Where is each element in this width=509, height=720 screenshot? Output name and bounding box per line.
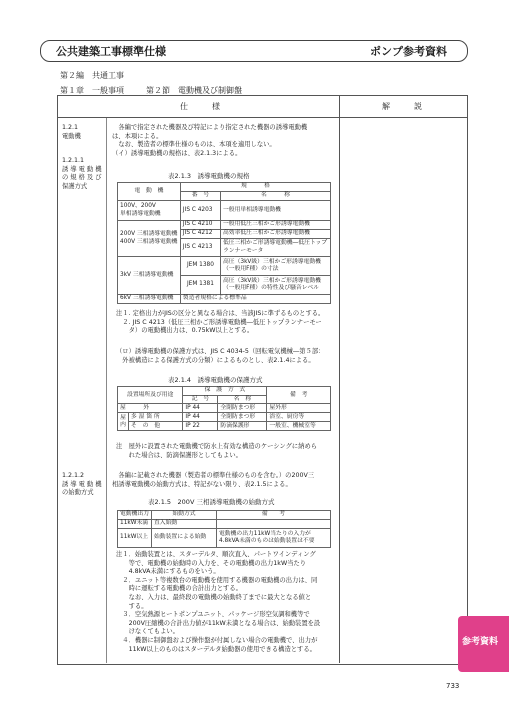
table-cell: 製造者規格による標準品 [180,295,330,304]
side-heading-1-2-1-1: 1.2.1.1 誘 導 電 動 機 の 規 格 及 び 保護方式 [62,157,102,190]
page-number: 733 [446,682,460,690]
table-cell: 11kW未満 [118,520,152,529]
table-cell: 屋 内 [118,413,129,431]
intro-paragraph: 各編で指定された機器及び特記により指定された機器の誘導電動機 は、本項による。 なお、製造者の標準仕様のものは、本項を適用しない。 （イ）誘導電動機の規格は、表2.1.3による。 [112,124,308,157]
th-place: 設置場所及び用途 [118,387,183,404]
table-cell: 一般室、機械室等 [267,422,331,431]
table-cell [217,520,331,529]
book-title: 公共建築工事標準仕様 [56,45,166,58]
th-method-name: 名 称 [218,396,267,404]
table-cell: 3kV 三相誘導電動機 [118,257,181,295]
table-cell: JEM 1381 [180,276,220,295]
table-cell: IP 44 [183,404,218,413]
reference-tab-label: 参考資料 [462,637,499,647]
table-cell: 屋 外 [118,404,183,413]
table-2-1-3 [117,182,331,304]
table-cell: 6kV 三相誘導電動機 [118,295,181,304]
table-cell: 電動機の出力11kW当たりの入力が4.8kVA未満のものは始動装置は不要 [217,529,331,548]
chapter-label: 第１章 一般事項 [60,86,124,95]
th-motor: 電 動 機 [118,183,181,201]
th-start-method: 始動方式 [152,511,217,520]
protection-paragraph: （ロ）誘導電動機の保護方式は、JIS C 4034-5（回転電気機械―第５部： 外被構造による保護方式の分類）によるものとし、表2.1.4による。 [116,348,325,364]
table-row [118,422,331,431]
table-cell: 高効率低圧三相かご形誘導電動機 [220,230,330,239]
th-name: 名 称 [220,192,330,201]
table-2-1-4-caption: 表2.1.4 誘導電動機の保護方式 [168,376,263,384]
table-row [118,404,331,413]
table-cell: IP 22 [183,422,218,431]
table-cell: 高圧（3kV級）三相かご形誘導電動機（一般用F種）の特性及び騒音レベル [220,276,330,295]
th-remarks: 備 考 [267,387,331,404]
table-2-1-4-notes: 注 屋外に設置された電動機で防水上有効な構造のケーシングに納めら れた場合は、防滴保護形としてもよい。 [116,443,318,459]
table-2-1-5 [117,510,331,548]
table-cell: 防滴保護形 [218,422,267,431]
table-cell: JIS C 4210 [180,221,220,230]
table-cell: JIS C 4212 [180,230,220,239]
table-2-1-3-notes: 注１. 定格出力がJISの区分と異なる場合は、当該JISに準ずるものとする。 ２. JIS C 4213（低圧三相かご形誘導電動機―低圧トップランナーモー タ）の電動機出力は、0.75kW以上とする。 [116,310,325,335]
start-method-paragraph: 各編に記載された機器（製造者の標準仕様のものを含む。）の200V三 相誘導電動機の始動方式は、特記がない限り、表2.1.5による。 [112,472,315,488]
table-row [118,520,331,529]
table-cell: JIS C 4213 [180,239,220,257]
table-cell: 直入始動 [152,520,217,529]
table-cell: 11kW以上 [118,529,152,548]
table-2-1-4 [117,386,331,431]
th-output: 電動機出力 [118,511,152,520]
table-cell: JEM 1380 [180,257,220,276]
header-separator [57,117,468,118]
table-row [118,295,331,304]
table-cell: 低圧三相かご形誘導電動機―低圧トップランナーモータ [220,239,330,257]
table-row [118,257,331,276]
note-column-header: 解 説 [382,102,430,111]
table-cell: 一般用低圧三相かご形誘導電動機 [220,221,330,230]
table-cell: 屋外形 [267,404,331,413]
table-row [118,201,331,221]
table-cell: 多 湿 箇 所 [129,413,183,422]
table-cell: 100V、200V 単相誘導電動機 [118,201,181,221]
spec-column-header: 仕 様 [180,102,228,111]
column-separator [339,95,340,663]
th-standard: 規 格 [180,183,330,192]
table-cell: 高圧（3kV級）三相かご形誘導電動機（一般用F種）の寸法 [220,257,330,276]
table-cell: 始動装置による始動 [152,529,217,548]
table-row [118,529,331,548]
table-cell: 浴室、厨房等 [267,413,331,422]
table-cell: JIS C 4203 [180,201,220,221]
th-note: 備 考 [217,511,331,520]
section-title: ポンプ参考資料 [370,45,447,58]
table-cell: 一般用単相誘導電動機 [220,201,330,221]
th-protection: 保 護 方 式 [183,387,267,396]
side-heading-1-2-1: 1.2.1 電動機 [62,124,81,140]
table-2-1-5-caption: 表2.1.5 200V 三相誘導電動機の始動方式 [148,498,275,506]
table-row [118,413,331,422]
side-column-separator [106,118,107,663]
table-cell: 200V 三相誘導電動機 400V 三相誘導電動機 [118,221,181,257]
th-number: 番 号 [180,192,220,201]
part-heading: 第２編 共通工事 [60,71,124,80]
section-label: 第２節 電動機及び制御盤 [146,86,242,95]
table-row [118,221,331,230]
table-2-1-3-caption: 表2.1.3 誘導電動機の規格 [168,172,250,180]
th-symbol: 記 号 [183,396,218,404]
table-cell: そ の 他 [129,422,183,431]
table-cell: 全閉防まつ形 [218,404,267,413]
table-cell: IP 44 [183,413,218,422]
table-cell: 全閉防まつ形 [218,413,267,422]
table-2-1-5-notes: 注１．始動装置とは、スターデルタ、順次直入、パートワインディング 等で、電動機の始動時の入力を、その電動機の出力1kW当たり 4.8kVA未満にするものをいう。 ２．ユニット等複数台の電動機を使用する機器の電動機の出力は、同 時に運転する電動機の合計出力とする。 なお、入力は、最終段の電動機の始動終了までに最大となる値と する。 ３．空気熱源ヒートポンプユニット、パッケージ形空気調和機等で 200V圧縮機の合計出力値が11kW未満となる場合は、始動装置を設 けなくてもよい。 ４．機器に制御盤および操作盤が付属しない場合の電動機で、出力が 11kW以上のものはスターデルタ始動器の使用できる構造とする。 [116,551,321,653]
side-heading-1-2-1-2: 1.2.1.2 誘 導 電 動 機 の始動方式 [62,472,102,497]
